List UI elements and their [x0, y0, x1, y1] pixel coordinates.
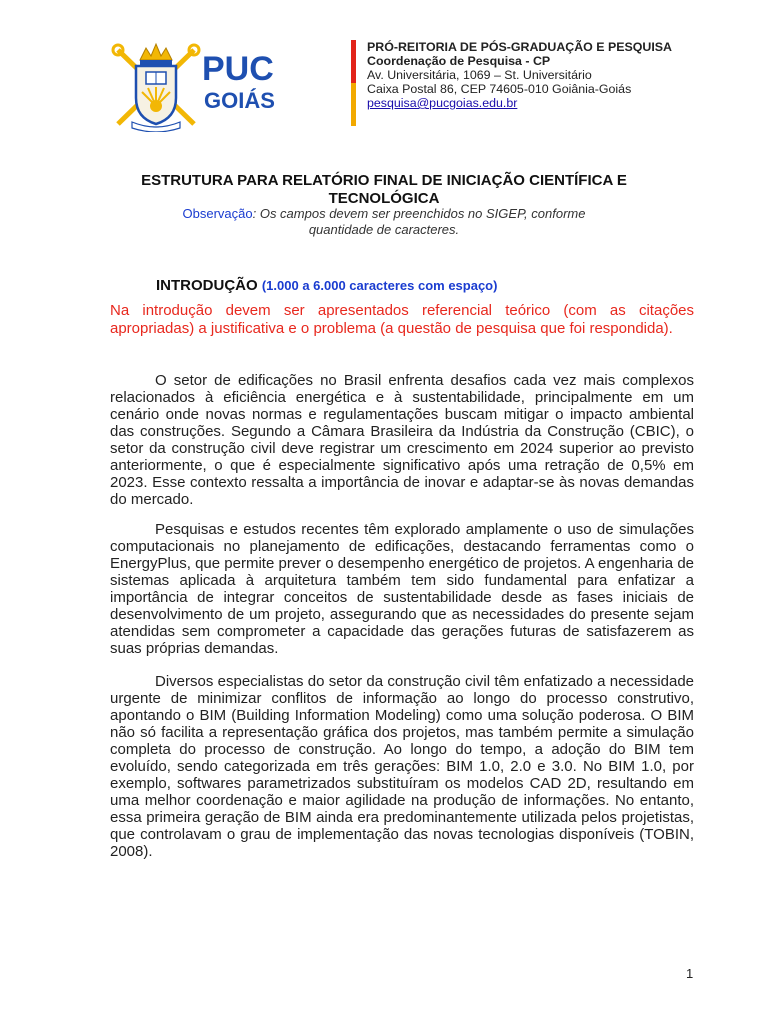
introduction-heading-text: INTRODUÇÃO — [156, 277, 258, 294]
body-paragraph — [110, 521, 694, 657]
page-number: 1 — [686, 966, 694, 981]
body-paragraph — [110, 673, 694, 860]
university-crest-icon — [110, 40, 202, 132]
observation-text: : Os campos devem ser preenchidos no SIGEP, conforme quantidade de caracteres. — [252, 206, 586, 237]
header-info — [367, 40, 672, 110]
introduction-heading — [156, 277, 497, 294]
header-line-institution: PRÓ-REITORIA DE PÓS-GRADUAÇÃO E PESQUISA — [367, 40, 672, 54]
header-email-link[interactable]: pesquisa@pucgoias.edu.br — [367, 96, 518, 110]
body-paragraph-text: Pesquisas e estudos recentes têm explorado amplamente o uso de simulações computacionais no planejamento de edificações, destacando ferramentas como o EnergyPlus, que permite prever o desempenho energético de projetos. A engenharia de sistemas aplicada à arquitetura também tem sido fundamental para enfatizar a importância de integrar conceitos de sustentabilidade desde as fases iniciais de desenvolvimento de um projeto, assegurando que as necessidades do presente sejam atendidas sem comprometer a capacidade das gerações futuras de satisfazerem as suas próprias demandas. — [110, 521, 694, 657]
header-line-address: Av. Universitária, 1069 – St. Universitário — [367, 68, 592, 82]
logo-wordmark-puc: PUC — [202, 50, 274, 88]
document-title — [110, 172, 658, 208]
puc-goias-logo — [110, 40, 280, 132]
header-line-coordination: Coordenação de Pesquisa - CP — [367, 54, 551, 68]
introduction-instruction: Na introdução devem ser apresentados referencial teórico (com as citações apropriadas) a justificativa e o problema (a questão de pesquisa que foi respondida). — [110, 302, 694, 337]
introduction-character-range: (1.000 a 6.000 caracteres com espaço) — [261, 278, 498, 293]
body-paragraph-text: Diversos especialistas do setor da construção civil têm enfatizado a necessidade urgente de minimizar conflitos de informação ao longo do processo construtivo, apontando o BIM (Building Information Modeling) como uma solução poderosa. O BIM não só facilita a representação gráfica dos projetos, mas também permite a simulação completa do processo de construção. Ao longo do tempo, a adoção do BIM tem evoluído, sendo categorizada em três gerações: BIM 1.0, 2.0 e 3.0. No BIM 1.0, por exemplo, softwares parametrizados substituíram os modelos CAD 2D, resultando em uma melhor coordenação e maior agilidade na produção de informações. No entanto, essa primeira geração de BIM ainda era predominantemente utilizada pelos projetistas, que controlavam o grau de implementação das novas tecnologias disponíveis (TOBIN, 2008). — [110, 673, 694, 860]
body-paragraph-text: O setor de edificações no Brasil enfrenta desafios cada vez mais complexos relacionados à eficiência energética e à sustentabilidade, principalmente em um cenário onde novas normas e regulamentações buscam mitigar o impacto ambiental das construções. Segundo a Câmara Brasileira da Indústria da Construção (CBIC), o setor da construção civil deve registrar um crescimento em 2024 superior ao previsto anteriormente, o que é especialmente significativo após uma retração de 0,5% em 2023. Esse contexto ressalta a importância de inovar e adaptar-se às novas demandas do mercado. — [110, 372, 694, 508]
document-title-line1: ESTRUTURA PARA RELATÓRIO FINAL DE INICIAÇÃO CIENTÍFICA E — [141, 172, 627, 189]
header-divider — [351, 40, 356, 126]
observation-label: Observação — [182, 206, 253, 221]
document-title-line2: TECNOLÓGICA — [328, 190, 440, 207]
observation-note — [150, 206, 618, 237]
logo-wordmark-goias: GOIÁS — [204, 88, 275, 113]
body-paragraph — [110, 372, 694, 508]
header-line-postal: Caixa Postal 86, CEP 74605-010 Goiânia-Goiás — [367, 82, 632, 96]
